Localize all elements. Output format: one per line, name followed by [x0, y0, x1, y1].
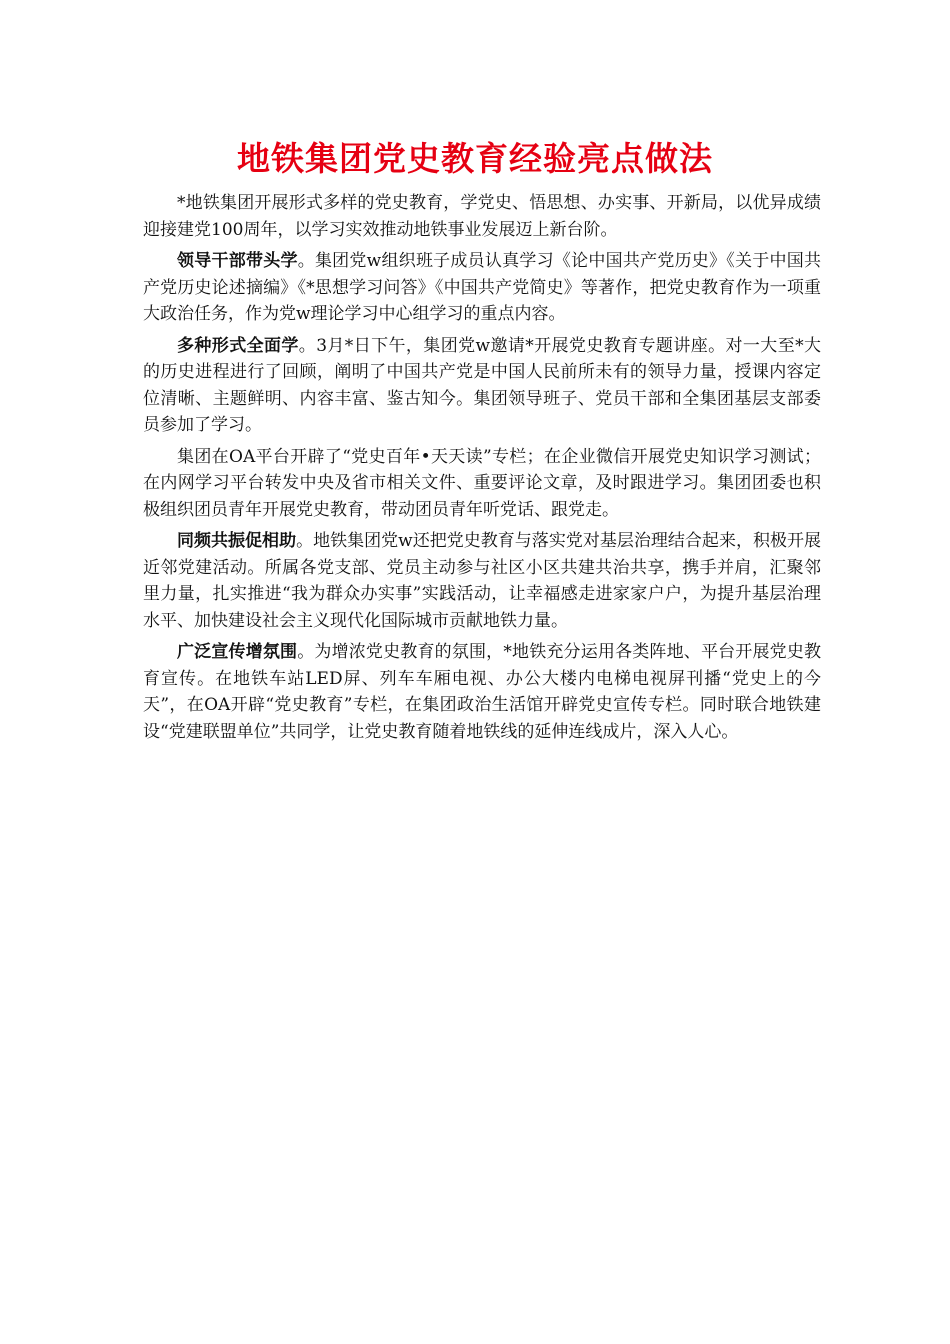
paragraph-same-frequency [143, 528, 821, 634]
paragraph-intro [143, 190, 821, 243]
paragraph-text: *地铁集团开展形式多样的党史教育，学党史、悟思想、办实事、开新局，以优异成绩迎接建党100周年，以学习实效推动地铁事业发展迈上新台阶。 [143, 193, 821, 240]
paragraph-text: 。为增浓党史教育的氛围，*地铁充分运用各类阵地、平台开展党史教育宣传。在地铁车站LED屏、列车车厢电视、办公大楼内电梯电视屏刊播“党史上的今天”，在OA开辟“党史教育”专栏，在集团政治生活馆开辟党史宣传专栏。同时联合地铁建设“党建联盟单位”共同学，让党史教育随着地铁线的延伸连线成片，深入人心。 [143, 642, 822, 742]
document-body [143, 190, 821, 750]
paragraph-text: 集团在OA平台开辟了“党史百年•天天读”专栏；在企业微信开展党史知识学习测试；在内网学习平台转发中央及省市相关文件、重要评论文章，及时跟进学习。集团团委也积极组织团员青年开展党史教育，带动团员青年听党话、跟党走。 [143, 446, 821, 520]
paragraph-text: 。集团党w组织班子成员认真学习《论中国共产党历史》《关于中国共产党历史论述摘编》《*思想学习问答》《中国共产党简史》等著作，把党史教育作为一项重大政治任务，作为党w理论学习中心组学习的重点内容。 [143, 251, 821, 324]
document-title: 地铁集团党史教育经验亮点做法 [237, 139, 713, 178]
paragraph-lead-heading: 多种形式全面学 [177, 335, 299, 356]
paragraph-multiple-forms [143, 333, 821, 439]
paragraph-lead-heading: 广泛宣传增氛围 [177, 642, 298, 662]
paragraph-text: 。地铁集团党w还把党史教育与落实党对基层治理结合起来，积极开展近邻党建活动。所属各党支部、党员主动参与社区小区共建共治共享，携手并肩，汇聚邻里力量，扎实推进“我为群众办实事”实践活动，让幸福感走进家家户户，为提升基层治理水平、加快建设社会主义现代化国际城市贡献地铁力量。 [143, 531, 821, 631]
paragraph-publicity [143, 639, 821, 745]
paragraph-lead-heading: 同频共振促相助 [177, 531, 297, 551]
paragraph-text: 。3月*日下午，集团党w邀请*开展党史教育专题讲座。对一大至*大的历史进程进行了回顾，阐明了中国共产党是中国人民前所未有的领导力量，授课内容定位清晰、主题鲜明、内容丰富、鉴古知今。集团领导班子、党员干部和全集团基层支部委员参加了学习。 [143, 335, 822, 435]
paragraph-oa-platform [143, 444, 821, 524]
paragraph-lead-heading: 领导干部带头学 [177, 251, 298, 271]
paragraph-leaders-study [143, 248, 821, 328]
